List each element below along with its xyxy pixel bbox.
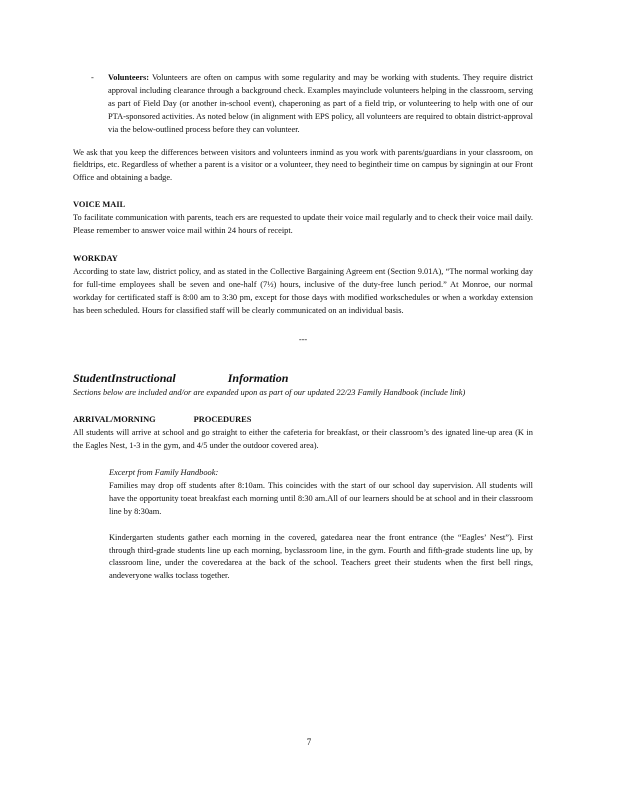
volunteers-paragraph bbox=[108, 72, 533, 137]
title-part-2: Information bbox=[227, 371, 289, 386]
handbook-excerpt bbox=[73, 467, 533, 583]
voice-mail-text: To facilitate communication with parents, teach ers are requested to update their voice mail regularly and to check their voice mail daily. Please remember to answer voice mail within 24 hours of receipt. bbox=[73, 213, 533, 236]
arrival-section bbox=[73, 414, 533, 583]
workday-text: According to state law, district policy, and as stated in the Collective Bargaining Agreem ent (Section 9.01A), “The normal working day for full-time employees shall be seven and one-half (7½) hours, inclusive of the duty-free lunch period.” At Monroe, our normal workday for certificated staff is 8:00 am to 3:30 pm, except for those days with modified workschedules or when a workday extension has been scheduled. Hours for classified staff will be clearly communicated on an individual basis. bbox=[73, 266, 533, 315]
voice-mail-section bbox=[73, 199, 533, 238]
arrival-heading-part-1: ARRIVAL/MORNING bbox=[73, 415, 156, 425]
student-info-title bbox=[73, 371, 533, 385]
workday-heading: WORKDAY bbox=[73, 253, 118, 263]
excerpt-paragraph-1: Families may drop off students after 8:10am. This coincides with the start of our school day supervision. All students will have the opportunity toeat breakfast each morning until 8:30 am.All of our learners should be at school and in their classroom line by 8:30am. bbox=[109, 480, 533, 516]
document-page bbox=[73, 72, 533, 583]
workday-section bbox=[73, 253, 533, 318]
arrival-heading-part-2: PROCEDURES bbox=[193, 415, 252, 425]
excerpt-label: Excerpt from Family Handbook: bbox=[109, 468, 219, 478]
excerpt-paragraph-2: Kindergarten students gather each morning in the covered, gatedarea near the front entrance (the “Eagles’ Nest”). First through third-grade students line up each morning, byclassroom line, in the gym. Fourth and fifth-grade students line up, by classroom line, under the coveredarea at the back of the school. Teachers greet their students when the first bell rings, andeveryone walks toclass together. bbox=[109, 532, 533, 581]
title-part-1: StudentInstructional bbox=[73, 371, 176, 386]
volunteers-text: Volunteers are often on campus with some regularity and may be working with students. They require district approval including clearance through a background check. Examples mayinclude volunteers helping in the classroom, serving as part of Field Day (or another in-school event), chaperoning as part of a field trip, or volunteering to help with one of our PTA-sponsored activities. As noted below (in alignment with EPS policy, all volunteers are required to obtain district-approval via the below-outlined process before they can volunteer. bbox=[108, 73, 533, 134]
voice-mail-heading: VOICE MAIL bbox=[73, 200, 126, 210]
student-info-note: Sections below are included and/or are expanded upon as part of our updated 22/23 Family Handbook (include link) bbox=[73, 388, 466, 398]
volunteers-label: Volunteers: bbox=[108, 73, 150, 82]
differences-paragraph: We ask that you keep the differences between visitors and volunteers inmind as you work with parents/guardians in your classroom, on fieldtrips, etc. Regardless of whether a parent is a visitor or a volunteer, they need to begintheir time on campus by signingin at our Front Office and obtaining a badge. bbox=[73, 147, 533, 183]
student-info-section bbox=[73, 371, 533, 400]
page-number: 7 bbox=[306, 737, 312, 747]
section-separator: --- bbox=[298, 334, 308, 344]
bullet-marker: - bbox=[91, 73, 94, 82]
arrival-heading bbox=[73, 414, 533, 427]
volunteers-bullet bbox=[73, 72, 533, 137]
arrival-text: All students will arrive at school and go straight to either the cafeteria for breakfast, or their classroom’s des ignated line-up area (K in the Eagles Nest, 1-3 in the gym, and 4/5 under the outdoor covered area). bbox=[73, 428, 533, 451]
